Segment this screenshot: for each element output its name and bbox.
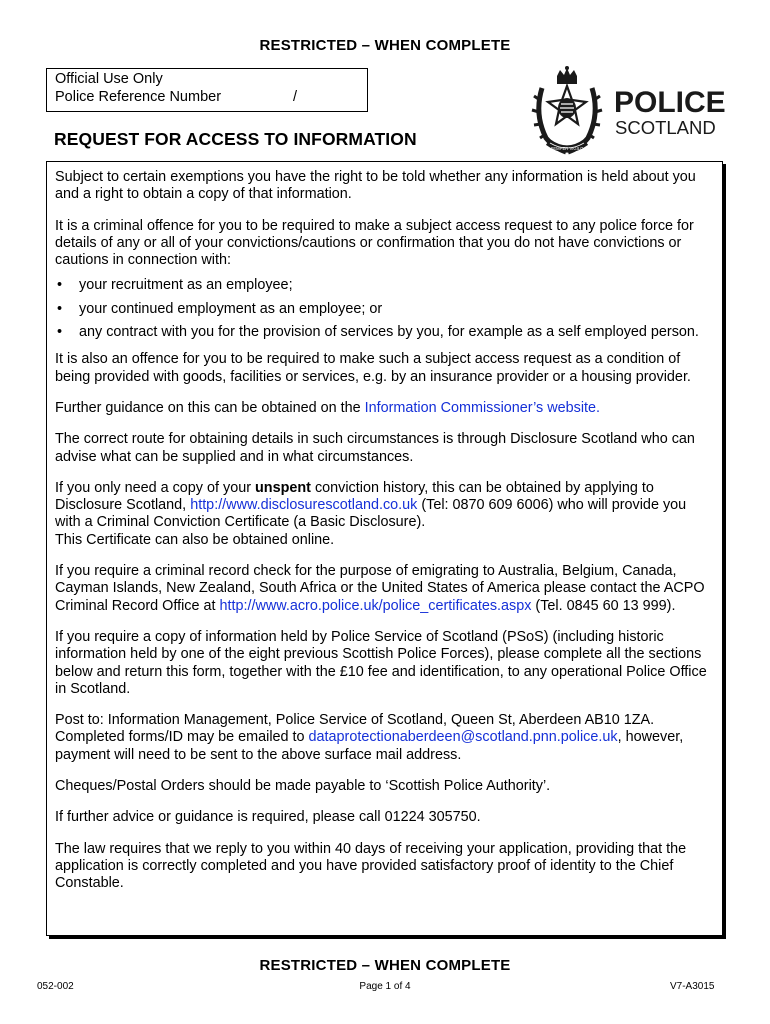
page-title: REQUEST FOR ACCESS TO INFORMATION — [54, 129, 417, 149]
official-use-box — [46, 68, 368, 112]
paragraph-criminal-offence: It is a criminal offence for you to be required to make a subject access request to any police force for details of any or all of your convictions/cautions or confirmation that you do not have convictions or cautions in connection with: — [55, 217, 694, 269]
email-intro-text: Completed forms/ID may be emailed to — [55, 729, 309, 746]
page-number: Page 1 of 4 — [359, 981, 411, 992]
unspent-bold: unspent — [255, 479, 311, 496]
list-item: • your continued employment as an employee; or — [55, 301, 712, 318]
paragraph-unspent-conviction — [55, 480, 712, 549]
paragraph-disclosure-route: The correct route for obtaining details in such circumstances is through Disclosure Scotland who can advise what can be supplied and in what circumstances. — [55, 431, 695, 465]
ico-website-link[interactable]: Information Commissioner’s website — [364, 399, 597, 416]
information-content-box — [46, 161, 723, 936]
list-item: • any contract with you for the provision of services by you, for example as a self employed person. — [55, 324, 712, 341]
disclosure-scotland-link[interactable]: http://www.disclosurescotland.co.uk — [190, 497, 418, 514]
acro-link[interactable]: http://www.acro.police.uk/police_certificates.aspx — [219, 597, 532, 614]
list-item: • your recruitment as an employee; — [55, 277, 712, 294]
logo-motto-text: SEMPER VIGILO — [550, 146, 584, 151]
paragraph-advice-phone: If further advice or guidance is required, please call 01224 305750. — [55, 809, 481, 826]
data-protection-email-link[interactable]: dataprotectionaberdeen@scotland.pnn.police.uk — [308, 729, 618, 746]
paragraph-rights: Subject to certain exemptions you have the right to be told whether any information is held about you and a right to obtain a copy of that information. — [55, 169, 696, 203]
acro-phone-text: (Tel. 0845 60 13 999). — [531, 597, 676, 614]
form-code: 052-002 — [37, 981, 74, 992]
restricted-footer-header: RESTRICTED – WHEN COMPLETE — [259, 957, 511, 974]
paragraph-psos-information: If you require a copy of information held by Police Service of Scotland (PSoS) (including historic information held by one of the eight previous Scottish Police Forces), please complete all the sections below and return this form, together with the £10 fee and identification, to any operational Police Office in Scotland. — [55, 628, 707, 697]
post-address-text: Post to: Information Management, Police Service of Scotland, Queen St, Aberdeen AB10 1ZA. — [55, 712, 655, 729]
police-crest-icon — [532, 66, 602, 152]
logo-scotland-text: SCOTLAND — [615, 117, 716, 138]
restricted-header: RESTRICTED – WHEN COMPLETE — [259, 37, 511, 54]
logo-police-text: POLICE — [614, 86, 726, 119]
version-code: V7-A3015 — [670, 981, 715, 992]
paragraph-further-guidance — [55, 400, 712, 417]
paragraph-goods-services: It is also an offence for you to be required to make such a subject access request as a condition of being provided with goods, facilities or services, e.g. by an insurance provider or a housing provider. — [55, 351, 691, 385]
emigration-text: If you require a criminal record check for the purpose of emigrating to Australia, Belgium, Canada, Cayman Islands, New Zealand, South Africa or the United States of America please contact the ACPO Criminal Record Office at — [55, 563, 705, 614]
guidance-text: Further guidance on this can be obtained on the — [55, 399, 365, 416]
unspent-text-b: conviction history, this can be obtained by applying to Disclosure Scotland, — [55, 479, 654, 514]
certificate-online-text: This Certificate can also be obtained online. — [55, 531, 335, 548]
paragraph-post-to — [55, 712, 712, 764]
paragraph-emigration — [55, 563, 712, 615]
paragraph-40-days: The law requires that we reply to you within 40 days of receiving your application, providing that the application is correctly completed and you have provided satisfactory proof of identity to the Chief Constable. — [55, 840, 687, 892]
official-use-label: Official Use Only — [55, 71, 163, 87]
guidance-period: . — [596, 399, 601, 416]
police-scotland-logo — [530, 66, 726, 158]
reference-separator: / — [293, 89, 298, 105]
offence-bullet-list — [55, 277, 712, 341]
payment-note-text: , however, payment will need to be sent to the above surface mail address. — [55, 729, 684, 763]
paragraph-cheques: Cheques/Postal Orders should be made payable to ‘Scottish Police Authority’. — [55, 778, 551, 795]
unspent-text-a: If you only need a copy of your — [55, 479, 255, 496]
unspent-text-c: (Tel: 0870 609 6006) who will provide you with a Criminal Conviction Certificate (a Basic Disclosure). — [55, 497, 687, 531]
police-reference-label: Police Reference Number — [55, 89, 222, 105]
